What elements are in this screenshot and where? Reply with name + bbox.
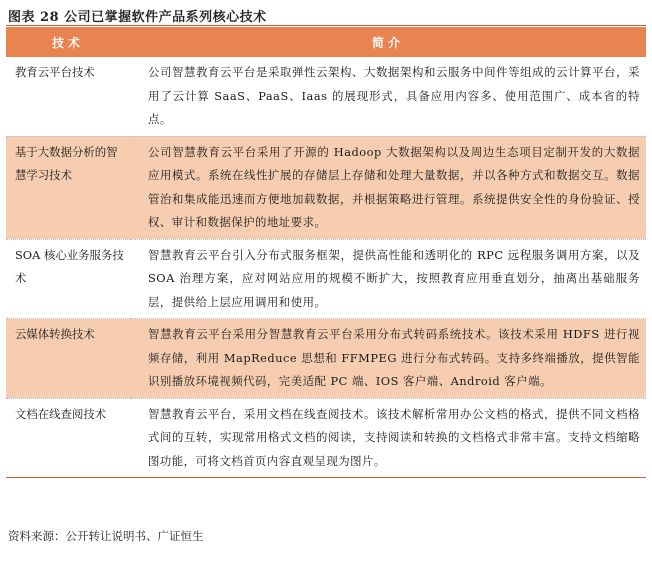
tech-name: SOA 核心业务服务技术	[6, 239, 130, 319]
figure-title: 图表 28 公司已掌握软件产品系列核心技术	[8, 10, 267, 25]
tech-intro: 智慧教育云平台，采用文档在线查阅技术。该技术解析常用办公文档的格式，提供不同文档格式间的互转，实现常用格式文档的阅读，支持阅读和转换的文档格式非常丰富。支持文档缩略图功能，可将文档首页内容直观呈现为图片。	[130, 398, 646, 478]
table-row	[6, 319, 646, 399]
tech-name: 云媒体转换技术	[6, 319, 130, 399]
table-row	[6, 239, 646, 319]
table-row	[6, 136, 646, 239]
table-row	[6, 398, 646, 478]
title-rule	[6, 25, 646, 26]
tech-intro: 公司智慧教育云平台采用了开源的 Hadoop 大数据架构以及周边生态项目定制开发的大数据应用模式。系统在线性扩展的存储层上存储和处理大量数据，并以各种方式和数据交互。数据管治和集成能迅速而方便地加载数据，并根据策略进行管理。系统提供安全性的身份验证、授权、审计和数据保护的地址要求。	[130, 136, 646, 239]
table-header-row	[6, 27, 646, 57]
tech-intro: 智慧教育云平台采用分智慧教育云平台采用分布式转码系统技术。该技术采用 HDFS 进行视频存储，利用 MapReduce 思想和 FFMPEG 进行分布式转码。支持多终端播放，提供智能识别播放环境视频代码，完美适配 PC 端、IOS 客户端、Android 客户端。	[130, 319, 646, 399]
table-row	[6, 57, 646, 136]
tech-name: 文档在线查阅技术	[6, 398, 130, 478]
tech-name: 教育云平台技术	[6, 57, 130, 136]
source-note: 资料来源：公开转让说明书、广证恒生	[8, 529, 204, 543]
core-tech-table	[6, 27, 646, 478]
header-tech: 技术	[6, 27, 130, 57]
header-intro: 简介	[130, 27, 646, 57]
tech-name: 基于大数据分析的智慧学习技术	[6, 136, 130, 239]
tech-intro: 智慧教育云平台引入分布式服务框架，提供高性能和透明化的 RPC 远程服务调用方案，以及 SOA 治理方案，应对网站应用的规模不断扩大，按照教育应用垂直划分，抽离出基础服务层，提供给上层应用调用和使用。	[130, 239, 646, 319]
tech-intro: 公司智慧教育云平台是采取弹性云架构、大数据架构和云服务中间件等组成的云计算平台，采用了云计算 SaaS、PaaS、Iaas 的展现形式，具备应用内容多、使用范围广、成本省的特点。	[130, 57, 646, 136]
